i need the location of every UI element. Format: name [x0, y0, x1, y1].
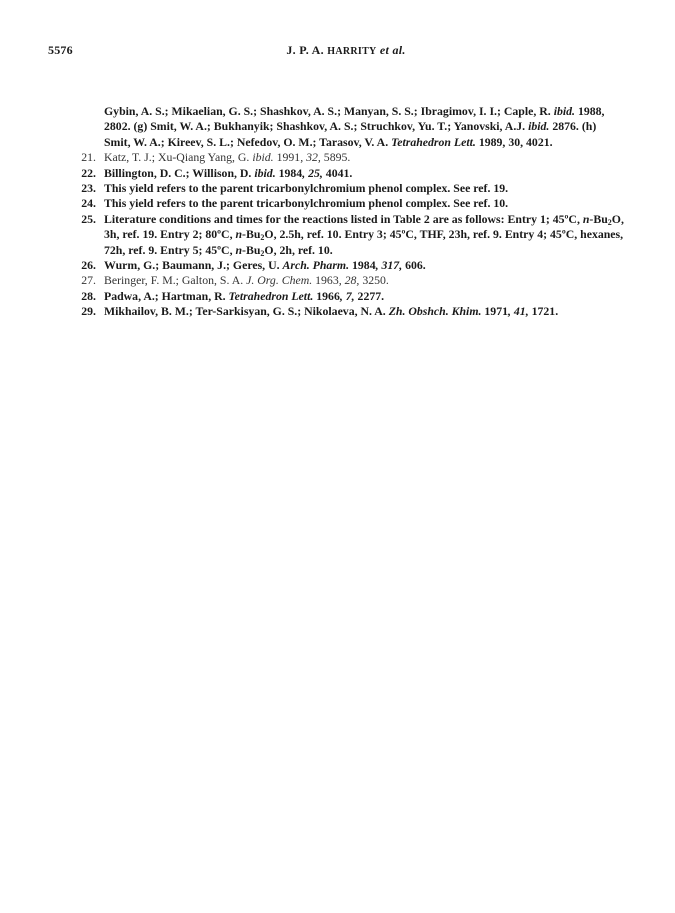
running-head — [48, 43, 644, 58]
reference-item: 29. Mikhailov, B. M.; Ter-Sarkisyan, G. S.; Nikolaeva, N. A. Zh. Obshch. Khim. 1971, 41, 1721. — [72, 304, 624, 319]
reference-number: 25. — [81, 211, 96, 226]
reference-continuation: Gybin, A. S.; Mikaelian, G. S.; Shashkov, A. S.; Manyan, S. S.; Ibragimov, I. I.; Caple, R. ibid. 1988, 2802. (g) Smit, W. A.; Bukhanyik; Shashkov, A. S.; Struchkov, Yu. T.; Yanovski, A.J. ibid. 2876. (h) Smit, W. A.; Kireev, S. L.; Nefedov, O. M.; Tarasov, V. A. Tetrahedron Lett. 1989, 30, 4021. — [104, 104, 605, 149]
reference-item: 23. This yield refers to the parent tricarbonylchromium phenol complex. See ref. 19. — [72, 181, 624, 196]
reference-number: 23. — [81, 181, 96, 196]
reference-item: 21. Katz, T. J.; Xu-Qiang Yang, G. ibid. 1991, 32, 5895. — [72, 150, 624, 165]
running-head-authors: J. P. A. — [286, 43, 328, 57]
reference-item: 24. This yield refers to the parent tricarbonylchromium phenol complex. See ref. 10. — [72, 196, 624, 211]
reference-item: 28. Padwa, A.; Hartman, R. Tetrahedron Lett. 1966, 7, 2277. — [72, 289, 624, 304]
reference-list — [72, 104, 624, 320]
reference-number: 27. — [81, 273, 96, 288]
page-number: 5576 — [48, 43, 73, 57]
reference-number: 22. — [81, 165, 96, 180]
reference-item: 22. Billington, D. C.; Willison, D. ibid. 1984, 25, 4041. — [72, 166, 624, 181]
reference-number: 26. — [81, 258, 96, 273]
reference-item: 26. Wurm, G.; Baumann, J.; Geres, U. Arch. Pharm. 1984, 317, 606. — [72, 258, 624, 273]
reference-number: 21. — [81, 150, 96, 165]
reference-number: 24. — [81, 196, 96, 211]
running-head-etal: et al. — [376, 43, 406, 57]
page-header — [48, 43, 644, 63]
reference-item: 27. Beringer, F. M.; Galton, S. A. J. Org. Chem. 1963, 28, 3250. — [72, 273, 624, 288]
running-head-surname: HARRITY — [327, 46, 377, 57]
reference-item: 25. Literature conditions and times for the reactions listed in Table 2 are as follows: Entry 1; 45ºC, $n-Bu_2O$, 3h, ref. 19. Entry 2; 80ºC, $n-Bu_2O$, 2.5h, ref. 10. Entry 3; 45ºC, THF, 23h, ref. 9. Entry 4; 45ºC, hexanes, 72h, ref. 9. Entry 5; 45ºC, $n-Bu_2O$, 2h, ref. 10. — [72, 212, 624, 258]
reference-number: 28. — [81, 288, 96, 303]
reference-number: 29. — [81, 304, 96, 319]
